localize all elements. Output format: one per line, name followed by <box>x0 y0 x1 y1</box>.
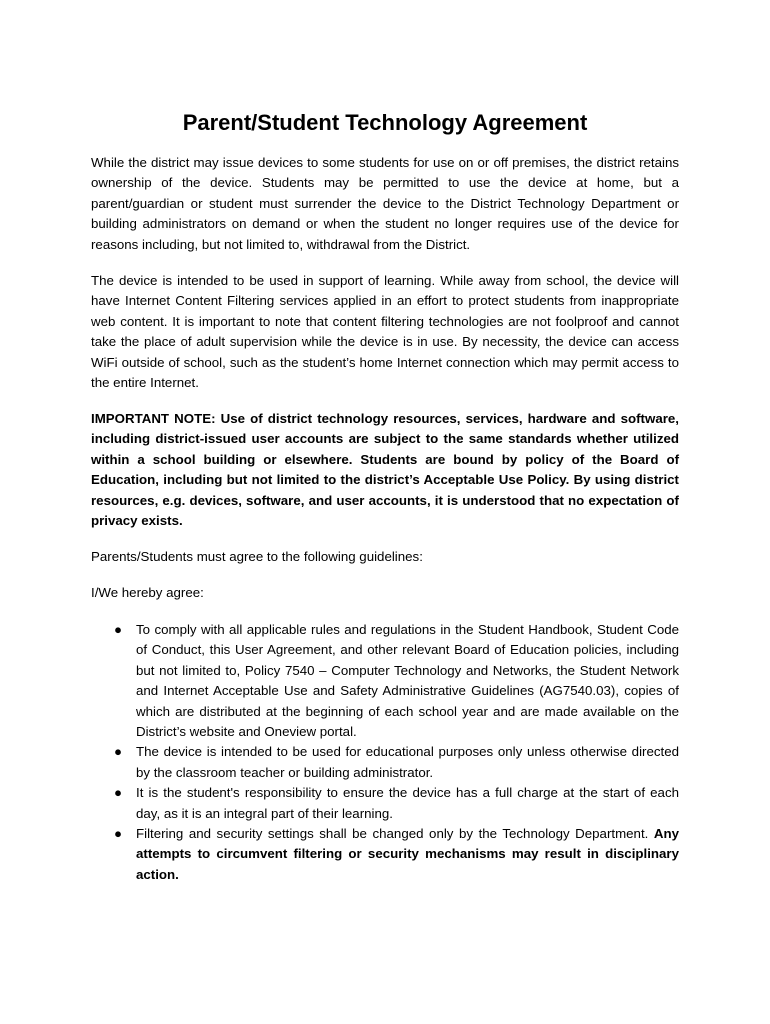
agreement-intro: I/We hereby agree: <box>91 585 204 600</box>
page-title: Parent/Student Technology Agreement <box>182 110 588 135</box>
list-item <box>91 742 679 783</box>
guidelines-intro: Parents/Students must agree to the following guidelines: <box>91 549 423 564</box>
list-item-text: Filtering and security settings shall be changed only by the Technology Department. <box>136 826 654 842</box>
bullet-icon: ● <box>114 826 123 842</box>
filtering-paragraph: The device is intended to be used in support of learning. While away from school, the device will have Internet Content Filtering services applied in an effort to protect students from inappropriate web content. It is important to note that content filtering technologies are not foolproof and cannot take the place of adult supervision while the device is in use. By necessity, the device can access WiFi outside of school, such as the student’s home Internet connection which may permit access to the entire Internet. <box>91 273 679 391</box>
list-item-text: To comply with all applicable rules and regulations in the Student Handbook, Student Code of Conduct, this User Agreement, and other relevant Board of Education policies, including but not limited to, Policy 7540 – Computer Technology and Networks, the Student Network and Internet Acceptable Use and Safety Administrative Guidelines (AG7540.03), copies of which are distributed at the beginning of each school year and are made available on the District’s website and Oneview portal. <box>136 622 679 740</box>
list-item <box>91 620 679 742</box>
bullet-icon: ● <box>114 622 123 637</box>
ownership-paragraph: While the district may issue devices to some students for use on or off premises, the district retains ownership of the device. Students may be permitted to use the device at home, but a parent/guardian or student must surrender the device to the District Technology Department or building administrators on demand or when the student no longer requires use of the device for reasons including, but not limited to, withdrawal from the District. <box>91 155 679 252</box>
important-note-paragraph: IMPORTANT NOTE: Use of district technology resources, services, hardware and software, including district-issued user accounts are subject to the same standards whether utilized within a school building or elsewhere. Students are bound by policy of the Board of Education, including but not limited to the district’s Acceptable Use Policy. By using district resources, e.g. devices, software, and user accounts, it is understood that no expectation of privacy exists. <box>91 411 679 529</box>
list-item <box>91 824 679 885</box>
list-item-warning: Any attempts to circumvent filtering or security mechanisms may result in disciplinary action. <box>136 826 679 882</box>
list-item-text: The device is intended to be used for educational purposes only unless otherwise directed by the classroom teacher or building administrator. <box>136 744 679 780</box>
list-item-text: It is the student's responsibility to ensure the device has a full charge at the start of each day, as it is an integral part of their learning. <box>136 785 679 821</box>
bullet-icon: ● <box>114 785 123 801</box>
bullet-icon: ● <box>114 744 123 760</box>
agreement-list <box>91 620 679 885</box>
list-item <box>91 783 679 824</box>
